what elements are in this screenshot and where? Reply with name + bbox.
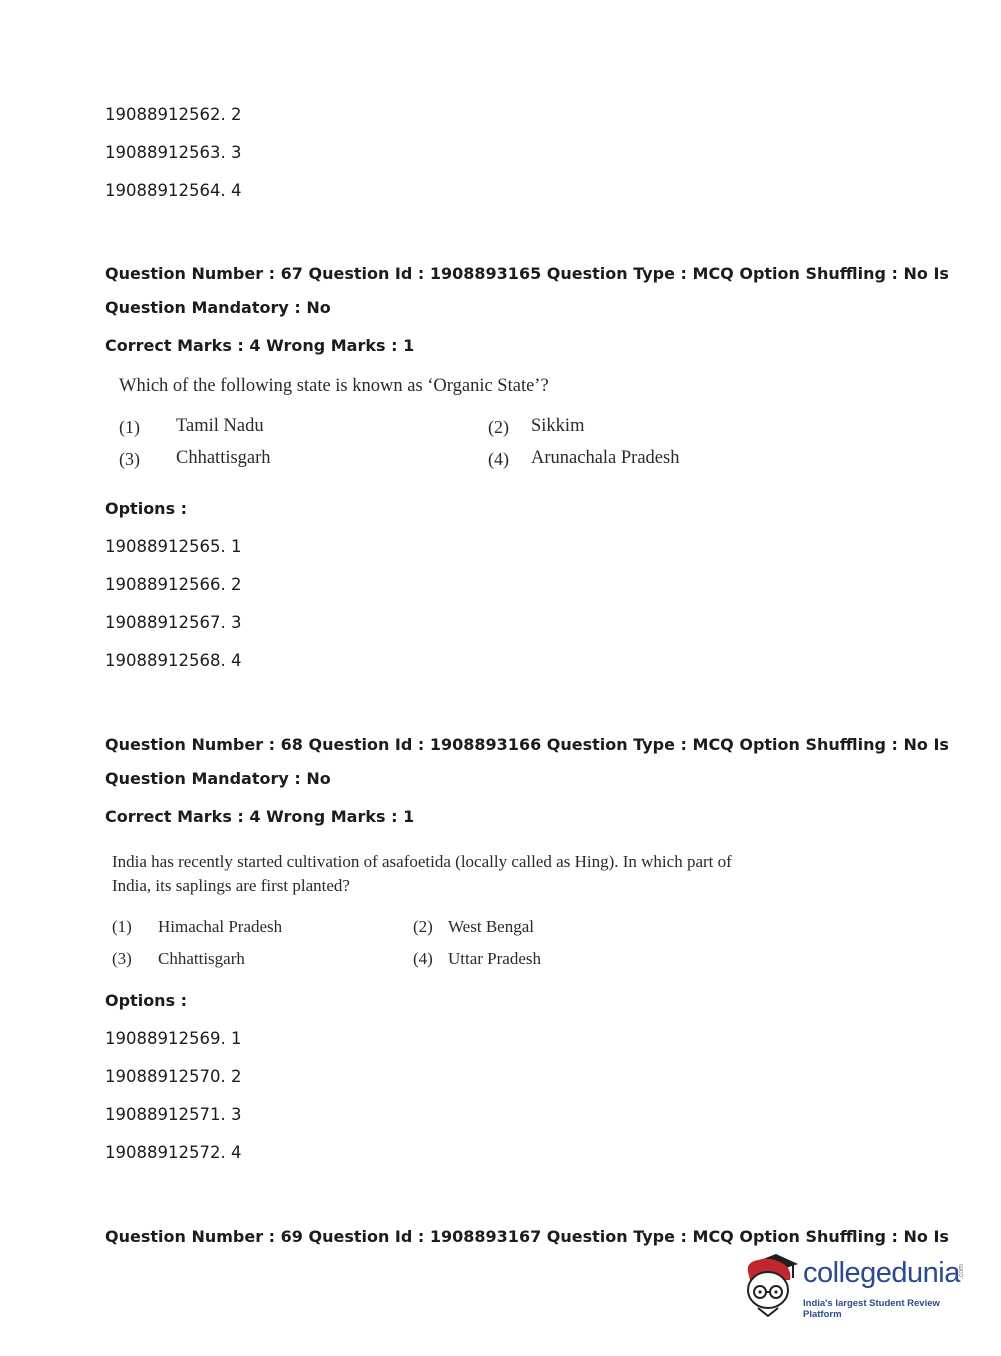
collegedunia-logo — [740, 1250, 970, 1320]
question-mandatory: Question Mandatory : No — [105, 298, 331, 317]
choice-number: (4) — [413, 949, 433, 968]
option-id: 19088912566. 2 — [105, 575, 242, 594]
option-id: 19088912565. 1 — [105, 537, 242, 556]
choice-text: Himachal Pradesh — [158, 917, 283, 936]
choice-text: Uttar Pradesh — [448, 949, 542, 968]
choice-text: Sikkim — [531, 416, 585, 436]
choice-number: (3) — [119, 449, 140, 469]
question-text: Which of the following state is known as ‘Organic State’? — [119, 376, 549, 396]
option-id: 19088912567. 3 — [105, 613, 242, 632]
option-id: 19088912564. 4 — [105, 181, 242, 200]
question-header: Question Number : 68 Question Id : 1908893166 Question Type : MCQ Option Shuffling : No Is — [105, 735, 949, 754]
student-mascot-icon — [740, 1250, 802, 1318]
question-marks: Correct Marks : 4 Wrong Marks : 1 — [105, 807, 415, 826]
logo-domain-suffix: .com — [958, 1264, 965, 1280]
choice-text: Tamil Nadu — [176, 416, 264, 436]
choice-number: (1) — [112, 917, 132, 936]
choice-text: Chhattisgarh — [176, 448, 271, 468]
choice-number: (2) — [413, 917, 433, 936]
options-label: Options : — [105, 991, 188, 1010]
option-id: 19088912563. 3 — [105, 143, 242, 162]
option-id: 19088912571. 3 — [105, 1105, 242, 1124]
option-id: 19088912569. 1 — [105, 1029, 242, 1048]
logo-tagline: India's largest Student Review Platform — [803, 1298, 940, 1320]
option-id: 19088912572. 4 — [105, 1143, 242, 1162]
question-header: Question Number : 69 Question Id : 1908893167 Question Type : MCQ Option Shuffling : No Is — [105, 1227, 949, 1246]
choice-text: Chhattisgarh — [158, 949, 245, 968]
choice-number: (4) — [488, 449, 509, 469]
question-text: India, its saplings are first planted? — [112, 876, 350, 895]
choice-number: (3) — [112, 949, 132, 968]
logo-wordmark: collegedunia — [803, 1257, 960, 1289]
option-id: 19088912568. 4 — [105, 651, 242, 670]
options-label: Options : — [105, 499, 188, 518]
question-text: India has recently started cultivation of asafoetida (locally called as Hing). In which part of — [112, 852, 732, 871]
question-header: Question Number : 67 Question Id : 1908893165 Question Type : MCQ Option Shuffling : No Is — [105, 264, 949, 283]
choice-number: (2) — [488, 417, 509, 437]
option-id: 19088912562. 2 — [105, 105, 242, 124]
choice-number: (1) — [119, 417, 140, 437]
choice-text: Arunachala Pradesh — [531, 448, 680, 468]
option-id: 19088912570. 2 — [105, 1067, 242, 1086]
choice-text: West Bengal — [448, 917, 534, 936]
question-mandatory: Question Mandatory : No — [105, 769, 331, 788]
question-marks: Correct Marks : 4 Wrong Marks : 1 — [105, 336, 415, 355]
